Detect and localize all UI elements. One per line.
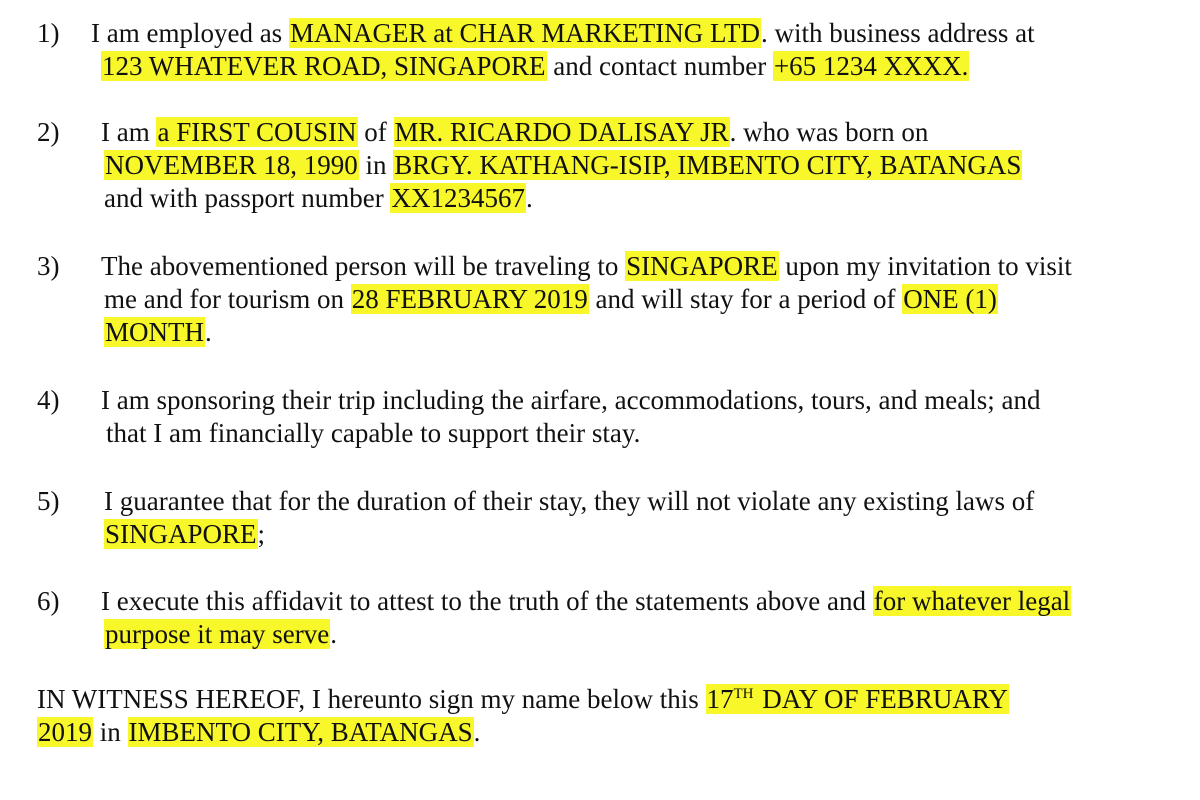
clause-line xyxy=(104,182,533,215)
clause-number: 4) xyxy=(37,385,60,415)
text-segment xyxy=(101,251,625,281)
clause-line xyxy=(104,149,1022,182)
highlighted-text xyxy=(773,51,969,81)
segment-text: purpose it may serve xyxy=(105,619,330,649)
segment-text: me and for tourism on xyxy=(104,284,351,314)
highlighted-text xyxy=(128,717,474,747)
clause-line xyxy=(101,250,1072,283)
witness-line xyxy=(37,716,480,749)
segment-text: . who was born on xyxy=(729,117,929,147)
text-segment xyxy=(93,717,128,747)
segment-text: ; xyxy=(257,519,266,549)
text-segment xyxy=(779,251,1072,281)
text-segment xyxy=(104,183,390,213)
segment-text: of xyxy=(357,117,394,147)
text-segment xyxy=(474,717,481,747)
clause-line xyxy=(104,618,337,651)
text-segment xyxy=(101,586,873,616)
clause-number: 5) xyxy=(37,486,60,516)
segment-text: . xyxy=(525,183,533,213)
text-segment xyxy=(91,18,289,48)
text-segment xyxy=(205,317,212,347)
segment-text: The abovementioned person will be traveling to xyxy=(101,251,626,281)
highlighted-text xyxy=(706,684,755,714)
segment-text: MONTH xyxy=(105,317,204,347)
segment-text: . xyxy=(330,619,337,649)
highlighted-text xyxy=(625,251,779,281)
clause-line xyxy=(106,417,640,450)
highlighted-text xyxy=(289,18,761,48)
ordinal-superscript: TH xyxy=(733,686,754,702)
text-segment xyxy=(761,18,1035,48)
segment-text: SINGAPORE xyxy=(626,251,778,281)
segment-text: XX1234567 xyxy=(391,183,525,213)
text-segment xyxy=(101,385,1041,415)
segment-text: NOVEMBER 18, 1990 xyxy=(105,150,358,180)
text-segment xyxy=(104,486,1034,516)
clause-line xyxy=(104,283,998,316)
highlighted-text xyxy=(394,117,730,147)
clause-number: 2) xyxy=(37,117,60,147)
text-segment xyxy=(589,284,902,314)
clause-number: 3) xyxy=(37,251,60,281)
highlighted-text xyxy=(37,717,93,747)
segment-text: 17 xyxy=(706,684,734,714)
segment-text: 123 WHATEVER ROAD, SINGAPORE xyxy=(102,51,546,81)
segment-text: IMBENTO CITY, BATANGAS xyxy=(128,717,473,747)
highlighted-text xyxy=(104,317,205,347)
highlighted-text xyxy=(393,150,1022,180)
clause-number: 1) xyxy=(37,18,60,48)
highlighted-text xyxy=(755,684,1009,714)
highlighted-text xyxy=(104,150,359,180)
text-segment xyxy=(330,619,337,649)
text-segment xyxy=(106,418,640,448)
segment-text: DAY OF FEBRUARY xyxy=(755,684,1008,714)
segment-text: I am sponsoring their trip including the airfare, accommodations, tours, and meals; and xyxy=(101,385,1041,415)
segment-text: and will stay for a period of xyxy=(588,284,903,314)
segment-text: in xyxy=(93,717,128,747)
text-segment xyxy=(730,117,929,147)
highlighted-text xyxy=(101,51,547,81)
clause-line xyxy=(101,116,928,149)
segment-text: that I am financially capable to support their stay. xyxy=(106,418,641,448)
segment-text: MANAGER at CHAR MARKETING LTD xyxy=(289,18,760,48)
segment-text: I am xyxy=(101,117,157,147)
segment-text: IN WITNESS HEREOF, I hereunto sign my name below this xyxy=(37,684,706,714)
segment-text: BRGY. KATHANG-ISIP, IMBENTO CITY, BATANGAS xyxy=(394,150,1022,180)
text-segment xyxy=(358,117,394,147)
segment-text: and with passport number xyxy=(104,183,391,213)
clause-line xyxy=(104,316,212,349)
text-segment xyxy=(547,51,773,81)
segment-text: a FIRST COUSIN xyxy=(157,117,357,147)
text-segment xyxy=(37,684,706,714)
clause-line xyxy=(101,585,1071,618)
highlighted-text xyxy=(104,519,258,549)
clause-line xyxy=(101,384,1041,417)
text-segment xyxy=(359,150,394,180)
highlighted-text xyxy=(156,117,357,147)
text-segment xyxy=(101,117,156,147)
text-segment xyxy=(526,183,533,213)
clause-line xyxy=(91,17,1035,50)
highlighted-text xyxy=(104,619,330,649)
segment-text: 2019 xyxy=(38,717,92,747)
highlighted-text xyxy=(351,284,589,314)
segment-text: for whatever legal xyxy=(873,586,1071,616)
clause-line xyxy=(104,485,1034,518)
segment-text: . with business address at xyxy=(760,18,1035,48)
text-segment xyxy=(258,519,266,549)
segment-text: I execute this affidavit to attest to the truth of the statements above and xyxy=(101,586,873,616)
segment-text: in xyxy=(358,150,394,180)
text-segment xyxy=(104,284,351,314)
segment-text: . xyxy=(473,717,481,747)
segment-text: MR. RICARDO DALISAY JR xyxy=(394,117,729,147)
segment-text: I guarantee that for the duration of their stay, they will not violate any existing laws of xyxy=(104,486,1035,516)
segment-text: upon my invitation to visit xyxy=(778,251,1072,281)
segment-text: ONE (1) xyxy=(903,284,997,314)
clause-number: 6) xyxy=(37,586,60,616)
highlighted-text xyxy=(902,284,998,314)
segment-text: . xyxy=(205,317,212,347)
highlighted-text xyxy=(390,183,526,213)
segment-text: +65 1234 XXXX. xyxy=(773,51,969,81)
segment-text: and contact number xyxy=(546,51,773,81)
segment-text: I am employed as xyxy=(91,18,289,48)
clause-line xyxy=(104,518,265,551)
segment-text: 28 FEBRUARY 2019 xyxy=(351,284,588,314)
segment-text: SINGAPORE xyxy=(105,519,257,549)
highlighted-text xyxy=(873,586,1071,616)
clause-line xyxy=(101,50,969,83)
